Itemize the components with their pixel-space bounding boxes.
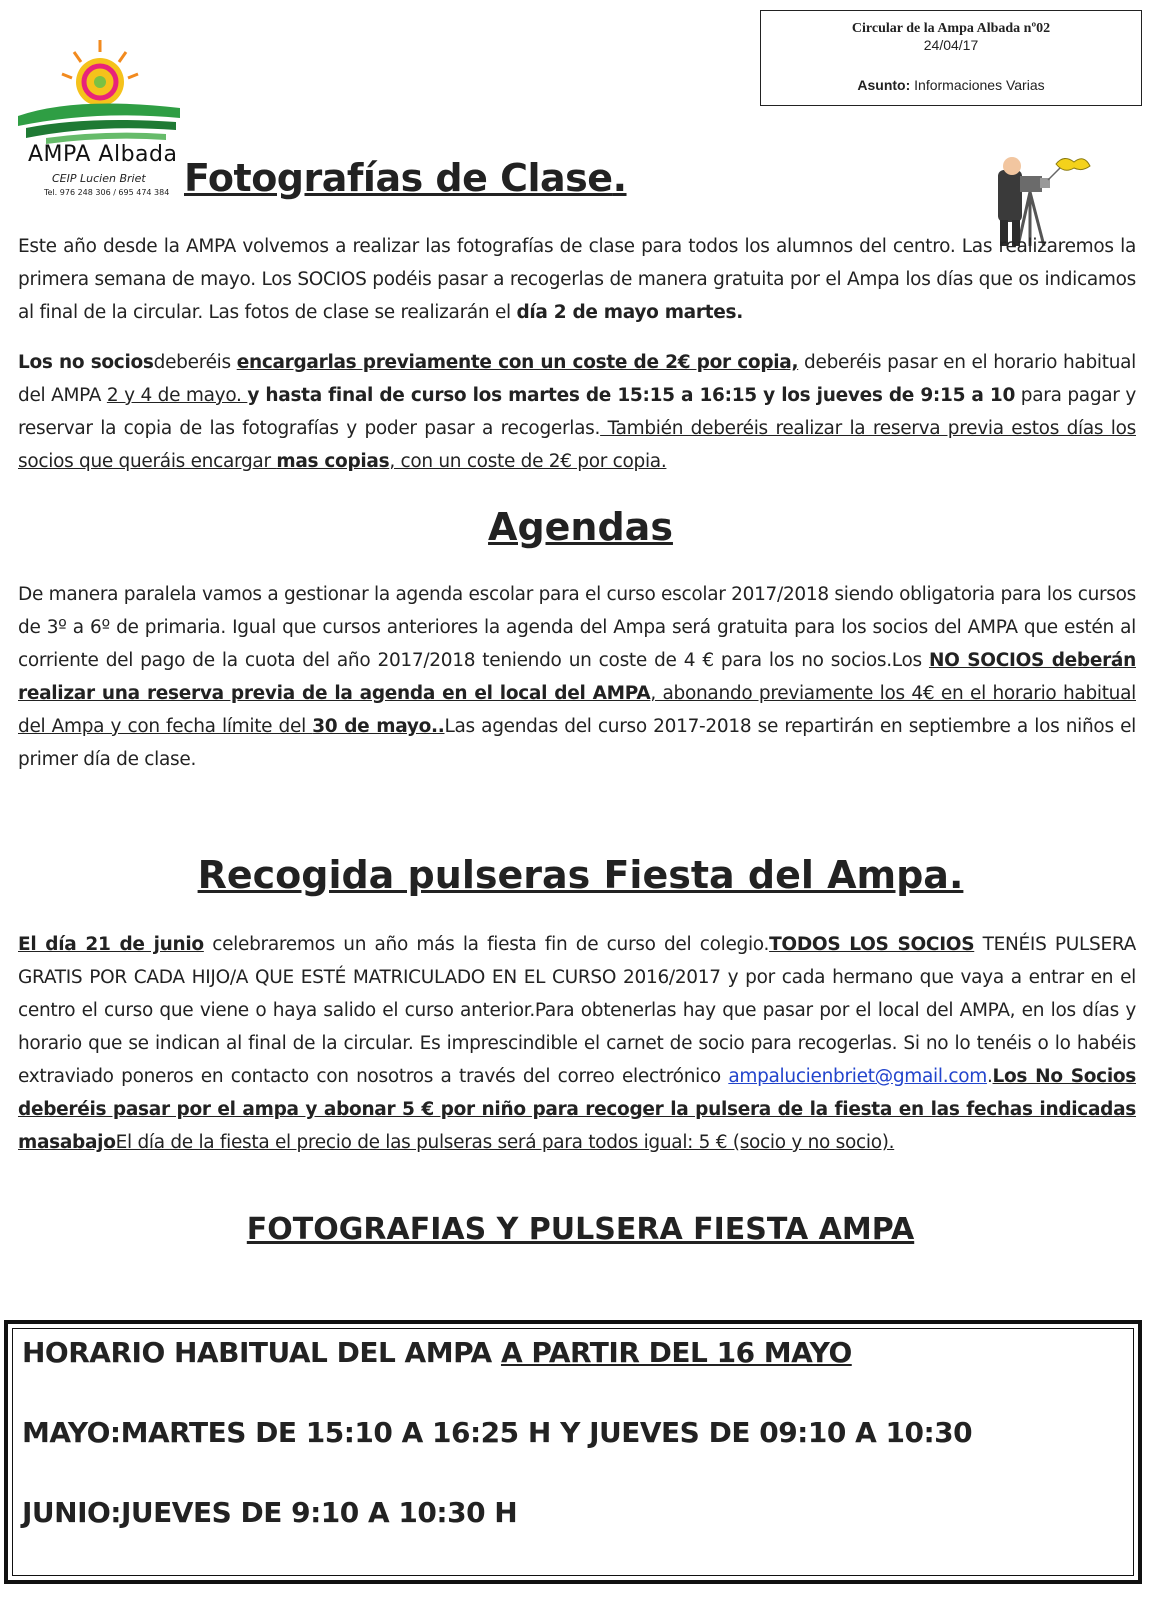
logo-brand: AMPA Albada — [28, 142, 178, 167]
pulseras-paragraph: El día 21 de junio celebraremos un año más la fiesta fin de curso del colegio.TODOS LOS SOCIOS TENÉIS PULSERA GRATIS POR CADA HIJO/A QUE ESTÉ MATRICULADO EN EL CURSO 2016/2017 y por cada hermano que vaya a entrar en el centro el curso que viene o haya salido el curso anterior.Para obtenerlas hay que pasar por el local del AMPA, en los días y horario que se indican al final de la circular. Es imprescindible el carnet de socio para recogerlas. Si no lo tenéis o lo habéis extraviado poneros en contacto con nosotros a través del correo electrónico ampalucienbriet@gmail.com.Los No Socios deberéis pasar por el ampa y abonar 5 € por niño para recoger la pulsera de la fiesta en las fechas indicadas masabajoEl día de la fiesta el precio de las pulseras será para todos igual: 5 € (socio y no socio). — [18, 934, 1137, 1153]
circular-subject — [761, 77, 1141, 93]
section-title-agendas: Agendas — [488, 505, 673, 549]
logo-school: CEIP Lucien Briet — [52, 172, 146, 185]
schedule-box — [4, 1320, 1142, 1584]
section-title-fotografias: Fotografías de Clase. — [184, 156, 627, 200]
fotografias-paragraph-1: Este año desde la AMPA volvemos a realizar las fotografías de clase para todos los alumnos del centro. Las realizaremos la primera semana de mayo. Los SOCIOS podéis pasar a recogerlas de manera gratuita por el Ampa los días que os indicamos al final de la circular. Las fotos de clase se realizarán el día 2 de mayo martes. — [18, 236, 1136, 323]
sun-landscape-icon — [16, 38, 186, 148]
circular-date: 24/04/17 — [923, 37, 979, 53]
subject-value: Informaciones Varias — [914, 77, 1045, 93]
section-title-pulseras: Recogida pulseras Fiesta del Ampa. — [197, 853, 964, 897]
email-link[interactable]: ampalucienbriet@gmail.com — [728, 1066, 987, 1087]
circular-number: Circular de la Ampa Albada nº02 — [851, 21, 1051, 36]
ampa-logo — [16, 38, 186, 204]
schedule-row-mayo: MAYO:MARTES DE 15:10 A 16:25 H Y JUEVES DE 09:10 A 10:30 — [22, 1416, 973, 1449]
schedule-row-horario: HORARIO HABITUAL DEL AMPA A PARTIR DEL 16 MAYO — [22, 1336, 852, 1369]
circular-header-box — [760, 10, 1142, 106]
logo-tel: Tel. 976 248 306 / 695 474 384 — [44, 188, 170, 197]
section-title-fotografias-pulsera: FOTOGRAFIAS Y PULSERA FIESTA AMPA — [246, 1212, 915, 1247]
agendas-paragraph: De manera paralela vamos a gestionar la agenda escolar para el curso escolar 2017/2018 siendo obligatoria para los cursos de 3º a 6º de primaria. Igual que cursos anteriores la agenda del Ampa será gratuita para los socios del AMPA que estén al corriente del pago de la cuota del año 2017/2018 teniendo un coste de 4 € para los no socios.Los NO SOCIOS deberán realizar una reserva previa de la agenda en el local del AMPA, abonando previamente los 4€ en el horario habitual del Ampa y con fecha límite del 30 de mayo..Las agendas del curso 2017-2018 se repartirán en septiembre a los niños el primer día de clase. — [18, 584, 1136, 770]
subject-label: Asunto: — [857, 77, 911, 93]
schedule-row-junio: JUNIO:JUEVES DE 9:10 A 10:30 H — [22, 1496, 518, 1529]
fotografias-paragraph-2: Los no sociosdeberéis encargarlas previamente con un coste de 2€ por copia, deberéis pasar en el horario habitual del AMPA 2 y 4 de mayo. y hasta final de curso los martes de 15:15 a 16:15 y los jueves de 9:15 a 10 para pagar y reservar la copia de las fotografías y poder pasar a recogerlas. También deberéis realizar la reserva previa estos días los socios que queráis encargar mas copias, con un coste de 2€ por copia. — [18, 352, 1137, 472]
